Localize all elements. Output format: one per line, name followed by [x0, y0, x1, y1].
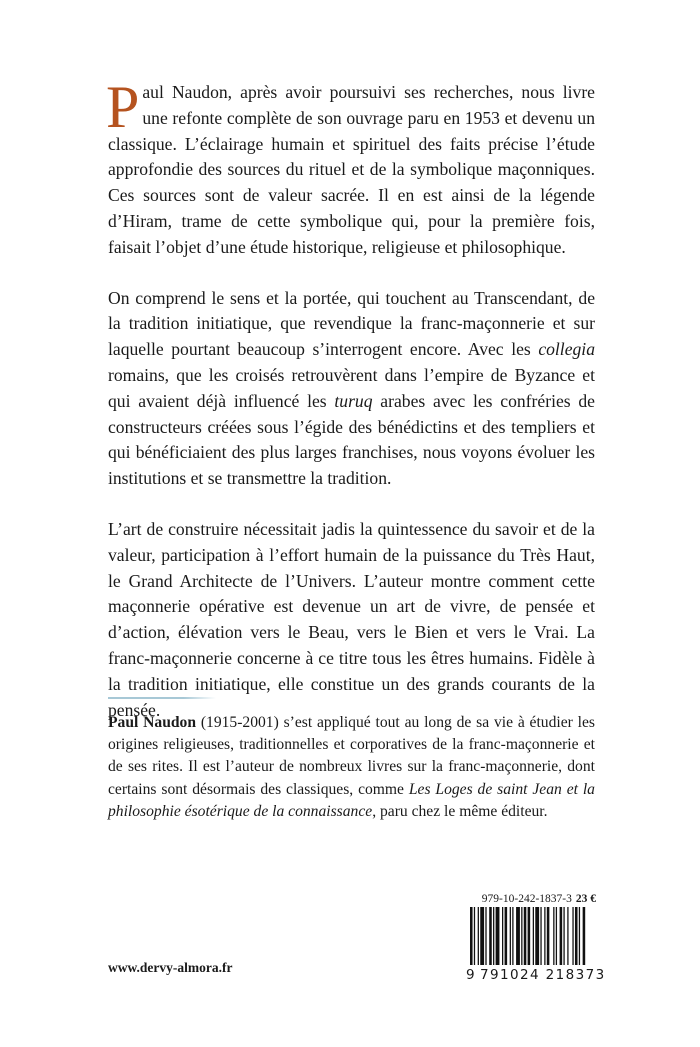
blurb [106, 74, 595, 723]
paragraph-text: romains, que les croisés retrouvèrent dans l’empire de Byzance et qui avaient déjà influencé les [108, 364, 595, 411]
bio-text: (1915-2001) s’est appliqué tout au long de sa vie à étudier les origines religieuses, traditionnelles et corporatives de la franc-maçonnerie et de ses rites. Il est l’auteur de nombreux livres sur la franc-maçonnerie, dont certains sont désormais des classiques, comme [108, 714, 595, 798]
author-bio [108, 712, 595, 823]
barcode-digit-first: 9 [466, 967, 476, 983]
italic-term: turuq [334, 390, 373, 411]
author-name: Paul Naudon [108, 714, 197, 731]
paragraph-text: L’art de construire nécessitait jadis la quintessence du savoir et de la valeur, participation à l’effort humain de la puissance du Très Haut, le Grand Architecte de l’Univers. L’auteur montre comment cette maçonnerie opérative est devenue un art de vivre, de pensée et d’action, élévation vers le Beau, vers le Bien et vers le Vrai. La franc-maçonnerie concerne à ce titre tous les êtres humains. Fidèle à la tradition initiatique, elle constitue un des grands courants de la pensée. [108, 518, 595, 720]
blurb-paragraph-1 [106, 74, 595, 261]
isbn: 979-10-242-1837-3 [481, 893, 572, 905]
book-title: Les Loges de saint Jean et la philosophie ésotérique de la connaissance [108, 780, 595, 820]
price: 23 € [575, 893, 596, 905]
barcode [466, 907, 596, 969]
barcode-digits [466, 967, 606, 983]
italic-term: collegia [538, 339, 595, 360]
blurb-paragraph-2 [108, 286, 595, 492]
section-divider [108, 697, 216, 699]
blurb-paragraph-3 [108, 517, 595, 723]
bio-text: , paru chez le même éditeur. [372, 802, 548, 820]
paragraph-text: aul Naudon, après avoir poursuivi ses recherches, nous livre une refonte complète de son ouvrage paru en 1953 et devenu un classique. L’éclairage humain et spirituel des faits précise l’étude approfondie des sources du rituel et de la symbolique maçonniques. Ces sources sont de valeur sacrée. Il en est ainsi de la légende d’Hiram, trame de cette symbolique qui, pour la première fois, faisait l’objet d’une étude historique, religieuse et philosophique. [108, 82, 595, 257]
barcode-digit-group-1: 791024 [480, 967, 540, 983]
barcode-digit-group-2: 218373 [545, 967, 606, 983]
drop-cap: P [106, 74, 140, 140]
isbn-price-line [463, 893, 596, 905]
publisher-website: www.dervy-almora.fr [108, 960, 233, 975]
paragraph-text: On comprend le sens et la portée, qui touchent au Transcendant, de la tradition initiatique, que revendique la franc-maçonnerie et sur laquelle pourtant beaucoup s’interrogent encore. Avec les [108, 287, 595, 360]
paragraph-text: arabes avec les confréries de constructeurs créées sous l’égide des bénédictins et des templiers et qui bénéficiaient des plus larges franchises, nous voyons évoluer les institutions et se transmettre la tradition. [108, 390, 595, 489]
